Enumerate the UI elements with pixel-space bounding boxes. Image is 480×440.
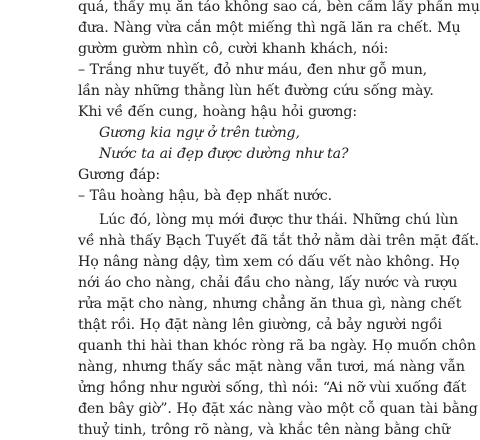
paragraph-line-6: thật rồi. Họ đặt nàng lên giường, cả bảy người ngồi: [78, 317, 442, 333]
paragraph-line-7: quanh thi hài than khóc ròng rã ba ngày. Họ muốn chôn: [78, 338, 476, 354]
paragraph-line-10: đen bây giờ”. Họ đặt xác nàng vào một cỗ quan tài bằng: [78, 401, 478, 417]
verse-line-2: Nước ta ai đẹp được dường như ta?: [99, 146, 349, 162]
paragraph-line-5: rửa mặt cho nàng, nhưng chẳng ăn thua gì, nàng chết: [78, 296, 462, 312]
dialogue-line-1: – Trắng như tuyết, đỏ như máu, đen như gỗ mun,: [78, 62, 428, 78]
text-line-3: gườm gườm nhìn cô, cười khanh khách, nói:: [78, 41, 389, 57]
text-line-2: đưa. Nàng vừa cắn một miếng thì ngã lăn ra chết. Mụ: [78, 20, 461, 36]
paragraph-line-1: Lúc đó, lòng mụ mới được thư thái. Những chú lùn: [99, 212, 458, 228]
paragraph-line-9: ửng hồng như người sống, thì nói: “Ai nỡ vùi xuống đất: [78, 380, 467, 396]
text-line-1: quá, thấy mụ ăn táo không sao cả, bèn cầm lấy phần mụ: [78, 0, 480, 15]
paragraph-line-3: Họ nâng nàng dậy, tìm xem có dấu vết nào không. Họ: [78, 254, 460, 270]
text-line-4: Khi về đến cung, hoàng hậu hỏi gương:: [78, 104, 357, 120]
paragraph-line-2: về nhà thấy Bạch Tuyết đã tắt thở nằm dài trên mặt đất.: [78, 233, 480, 249]
verse-line-1: Gương kia ngự ở trên tường,: [99, 125, 300, 141]
dialogue-line-3: – Tâu hoàng hậu, bà đẹp nhất nước.: [78, 188, 332, 204]
text-line-5: Gương đáp:: [78, 167, 160, 183]
paragraph-line-11: thuỷ tinh, trông rõ nàng, và khắc tên nàng bằng chữ: [78, 422, 450, 438]
paragraph-line-8: nàng, nhưng thấy sắc mặt nàng vẫn tươi, má nàng vẫn: [78, 359, 465, 375]
dialogue-line-2: lần này những thằng lùn hết đường cứu sống mày.: [78, 83, 434, 99]
paragraph-line-4: nới áo cho nàng, chải đầu cho nàng, lấy nước và rượu: [78, 275, 458, 291]
